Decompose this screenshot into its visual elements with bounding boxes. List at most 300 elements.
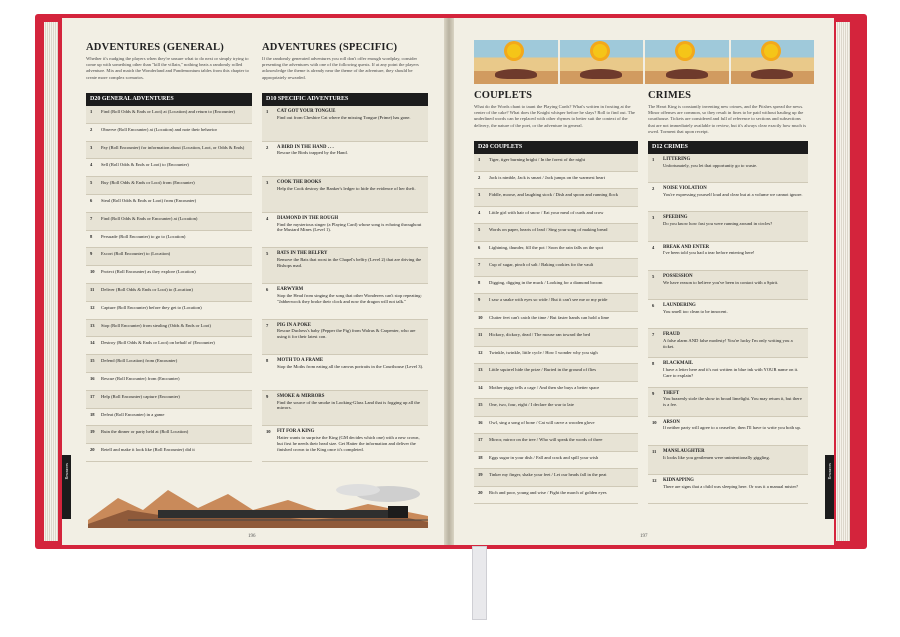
row-title: BLACKMAIL (663, 361, 694, 367)
table-row (86, 159, 252, 177)
table-row (474, 189, 638, 207)
row-number: 7 (652, 332, 655, 338)
row-text: Deliver (Roll Odds & Ends or Loot) to (Location) (101, 286, 193, 292)
row-content (101, 234, 248, 240)
table-row (648, 300, 808, 329)
table-row (648, 388, 808, 417)
row-text: Retell and make it look like (Roll Encounter) did it (101, 447, 195, 453)
illustration-panel (474, 40, 558, 84)
row-number: 6 (478, 244, 481, 250)
row-number: 5 (90, 180, 93, 186)
table-row (474, 224, 638, 242)
couplets-section (474, 90, 638, 504)
table-row (474, 277, 638, 295)
row-text: You're expressing yourself loud and clear but at a volume we cannot ignore. (663, 191, 803, 197)
row-content (489, 350, 634, 356)
row-text: Defeat (Roll Encounter) in a game (101, 411, 165, 417)
row-content (101, 180, 248, 186)
row-content (663, 449, 804, 461)
row-title: SPEEDING (663, 215, 688, 221)
row-text: Rescue the Birds trapped by the Hand. (277, 150, 348, 156)
row-content (489, 175, 634, 181)
specific-adventures-table (262, 106, 428, 462)
table-row (86, 195, 252, 213)
table-row (474, 172, 638, 190)
row-number: 11 (90, 286, 95, 292)
section-title: ADVENTURES (GENERAL) (86, 42, 224, 53)
row-text: Protect (Roll Encounter) as they explore (Location) (101, 269, 196, 275)
row-text: Destroy (Roll Odds & Ends or Loot) on behalf of (Encounter) (101, 340, 215, 346)
row-number: 18 (478, 454, 483, 460)
table-row (648, 154, 808, 183)
section-title: CRIMES (648, 90, 692, 101)
row-title: MOTH TO A FRAME (277, 358, 324, 364)
row-content (489, 245, 634, 251)
row-content (101, 376, 248, 382)
row-text: Find out from Cheshire Cat where the missing Tongue (Prime) has gone. (277, 114, 411, 120)
row-text: Owl, sing a song of bone / Cat will carve a wooden glove (489, 419, 595, 425)
row-content (663, 332, 804, 349)
row-content (489, 420, 634, 426)
row-content (101, 145, 248, 151)
row-number: 4 (266, 215, 269, 221)
row-content (489, 367, 634, 373)
row-text: Eggs sugar in your dish / Fall and crack and spill your wish (489, 454, 599, 460)
row-number: 1 (652, 157, 655, 162)
table-row (86, 142, 252, 160)
table-row (262, 142, 428, 178)
sun-icon (678, 44, 692, 58)
table-row (474, 154, 638, 172)
row-number: 19 (90, 429, 95, 435)
table-row (86, 355, 252, 373)
table-row (474, 347, 638, 365)
row-content (101, 216, 248, 222)
row-number: 2 (652, 186, 655, 192)
row-title: PIG IN A POKE (277, 322, 311, 328)
page-number: 197 (640, 534, 648, 539)
row-text: Find the source of the smoke in Looking-Glass Land that is fogging up all the mirrors. (277, 399, 420, 411)
row-number: 3 (266, 180, 269, 186)
row-text: Words on paper, hearts of lead / Sing your song of making bread (489, 227, 608, 232)
row-text: Find the mysterious singer (a Playing Card) whose song is echoing throughout the Mustard Mines (Level 1). (277, 221, 422, 233)
resources-tab-label: Resources (64, 463, 69, 480)
crab-icon (751, 69, 793, 79)
row-content (277, 216, 424, 233)
row-text: Observe (Roll Encounter) at (Location) and note their behavior (101, 126, 218, 132)
row-number: 16 (478, 419, 483, 425)
row-title: THEFT (663, 390, 680, 396)
row-number: 1 (478, 157, 481, 162)
table-row (648, 446, 808, 475)
row-number: 9 (652, 390, 655, 396)
row-text: Digging, digging in the muck / Looking for a diamond broom (489, 279, 603, 285)
row-title: ARSON (663, 419, 680, 425)
crimes-table (648, 154, 808, 504)
table-row (262, 320, 428, 356)
row-content (277, 429, 424, 452)
table-row (474, 207, 638, 225)
row-content (489, 157, 634, 163)
table-row (262, 355, 428, 391)
row-content (277, 287, 424, 304)
row-number: 10 (266, 429, 271, 435)
table-row (474, 452, 638, 470)
row-text: Stop the Head from singing the song that other Wonderers can't stop repeating: "Jabberwock they broke their clock and now the dragon will not talk." (277, 292, 422, 304)
row-title: DIAMOND IN THE ROUGH (277, 215, 339, 221)
row-number: 20 (478, 489, 483, 495)
row-number: 10 (90, 269, 95, 275)
row-text: Help the Cook destroy the Banker's ledger to hide the evidence of her theft. (277, 185, 416, 191)
row-text: Rich and poor, young and wise / Fight the march of golden eyes (489, 489, 607, 495)
row-number: 3 (652, 215, 655, 221)
row-text: We have reason to believe you've been in contact with a Spirit. (663, 279, 779, 285)
table-row (86, 177, 252, 195)
table-row (86, 248, 252, 266)
row-text: You smell too clean to be innocent. (663, 308, 728, 314)
table-row (474, 242, 638, 260)
row-content (101, 162, 248, 168)
table-row (86, 444, 252, 462)
row-number: 2 (478, 174, 481, 180)
row-text: I have a letter here and it's not written in blue ink with YOUR name on it. Care to explain? (663, 367, 799, 378)
row-content (277, 358, 424, 370)
table-row (648, 417, 808, 446)
illustration-panel (645, 40, 729, 84)
table-row (86, 231, 252, 249)
row-title: KIDNAPPING (663, 478, 694, 484)
row-text: Stop the Moths from eating all the canvas portraits in the Courthouse (Level 3). (277, 363, 424, 369)
section-intro: Whether it's nudging the players when they're unsure what to do next or simply trying to come up with something other than "kill the villain," nothing beats a randomly rolled adventure. Mix and match the Wonderland and Pandemonium tables from this chapter to create more complex scenarios. (86, 56, 249, 80)
row-content (101, 287, 248, 293)
row-content (489, 315, 634, 321)
row-text: Pay (Roll Encounter) for information about (Location, Loot, or Odds & Ends) (101, 144, 245, 150)
row-content (663, 391, 804, 408)
row-title: LITTERING (663, 157, 691, 162)
row-number: 10 (652, 419, 657, 425)
table-row (262, 177, 428, 213)
crab-icon (666, 69, 708, 79)
sun-icon (593, 44, 607, 58)
row-text: Mirror, mirror on the tree / Who will speak the words of three (489, 437, 603, 442)
row-content (489, 472, 634, 478)
table-row (86, 373, 252, 391)
row-text: Escort (Roll Encounter) to (Location) (101, 251, 171, 257)
row-number: 13 (478, 367, 483, 372)
row-content (101, 340, 248, 346)
table-row (648, 329, 808, 358)
row-number: 7 (478, 262, 481, 267)
row-text: Twinkle, twinkle, little cycle / How I wonder why you sigh (489, 349, 598, 355)
crab-icon (495, 69, 537, 79)
row-number: 19 (478, 472, 483, 477)
row-content (489, 280, 634, 286)
row-content (101, 269, 248, 275)
couplets-table (474, 154, 638, 504)
section-intro: If the randomly generated adventures you roll don't offer enough wordplay, consider presenting the adventures with one of the following quests. If at any point the players acknowledge the theme is already near the theme of the adventure, they should be appropriately rewarded. (262, 56, 419, 80)
row-number: 4 (652, 244, 655, 250)
row-text: Mother piggy tells a cage / And then she buys a better space (489, 384, 600, 390)
table-row (474, 434, 638, 452)
table-row (86, 213, 252, 231)
row-number: 1 (266, 109, 269, 114)
adventures-general-section (86, 42, 252, 462)
table-row (86, 409, 252, 427)
row-content (101, 198, 248, 204)
row-content (663, 420, 804, 432)
row-content (663, 274, 804, 286)
row-text: Tiger, tiger burning bright / In the forest of the night (489, 157, 585, 162)
row-text: A false alarm AND false modesty! You're lucky I'm only writing you a ticket. (663, 337, 793, 349)
row-content (489, 402, 634, 408)
row-number: 11 (478, 332, 483, 337)
row-number: 15 (90, 358, 95, 364)
left-page (62, 18, 444, 545)
row-content (489, 385, 634, 391)
row-number: 4 (90, 162, 93, 168)
table-row (86, 106, 252, 124)
table-header: D10 SPECIFIC ADVENTURES (262, 93, 428, 106)
row-text: There are signs that a child was sleeping here. Or was it a manual mister? (663, 483, 799, 489)
row-number: 7 (266, 322, 269, 328)
row-number: 4 (478, 209, 481, 215)
row-content (101, 109, 248, 115)
row-title: A BIRD IN THE HAND . . . (277, 144, 334, 150)
row-title: COOK THE BOOKS (277, 180, 322, 186)
row-text: Find (Roll Odds & Ends or Encounter) at (Location) (101, 215, 198, 221)
adventures-specific-section (262, 42, 428, 462)
table-row (86, 337, 252, 355)
row-number: 8 (90, 233, 93, 239)
row-content (663, 303, 804, 315)
row-content (663, 157, 804, 169)
row-content (277, 109, 424, 121)
row-number: 6 (652, 302, 655, 308)
row-text: Ruin the dinner or party held at (Roll Location) (101, 429, 189, 435)
row-title: MANSLAUGHTER (663, 448, 705, 454)
train-landscape-illustration (88, 480, 428, 528)
sun-icon (764, 44, 778, 58)
row-number: 3 (90, 144, 93, 150)
row-content (489, 455, 634, 461)
row-number: 15 (478, 402, 483, 407)
row-text: Sell (Roll Odds & Ends or Loot) to (Encounter) (101, 162, 189, 168)
table-row (262, 248, 428, 284)
bookmark-ribbon[interactable] (472, 546, 487, 620)
row-text: Hickory, dickory, dead / The mouse ran toward the bed (489, 332, 590, 337)
table-header: D12 CRIMES (648, 141, 808, 154)
row-number: 14 (90, 340, 95, 346)
row-number: 8 (478, 279, 481, 285)
row-number: 12 (478, 349, 483, 355)
row-text: It looks like you gentlemen were unintentionally giggling. (663, 454, 770, 460)
row-text: Help (Roll Encounter) capture (Encounter) (101, 393, 180, 399)
row-text: Find (Roll Odds & Ends or Loot) at (Location) and return to (Encounter) (101, 109, 235, 114)
general-adventures-table (86, 106, 252, 462)
illustration-panel (560, 40, 644, 84)
row-number: 10 (478, 314, 483, 320)
row-number: 17 (90, 393, 95, 399)
row-text: Do you know how fast you were running around in circles? (663, 221, 773, 227)
row-text: Fiddle, moose, and laughing stock / Dish and spoon and running flock (489, 192, 618, 197)
section-title: COUPLETS (474, 90, 533, 101)
row-number: 5 (478, 227, 481, 232)
sun-icon (507, 44, 521, 58)
row-number: 2 (90, 126, 93, 132)
table-header: D20 GENERAL ADVENTURES (86, 93, 252, 106)
table-row (86, 391, 252, 409)
row-text: Capture (Roll Encounter) before they get to (Location) (101, 304, 202, 310)
row-content (277, 145, 424, 157)
row-content (663, 478, 804, 490)
row-number: 16 (90, 375, 95, 381)
table-row (648, 242, 808, 271)
row-number: 14 (478, 384, 483, 390)
row-text: One, two, four, eight / I declare the war to late (489, 402, 574, 407)
row-content (101, 429, 248, 435)
row-number: 8 (266, 358, 269, 364)
table-row (648, 475, 808, 504)
row-content (101, 412, 248, 418)
table-row (86, 302, 252, 320)
row-content (489, 227, 634, 233)
row-number: 9 (478, 297, 481, 302)
row-content (101, 251, 248, 257)
row-content (489, 262, 634, 268)
table-row (262, 213, 428, 249)
crab-banner-illustration (474, 40, 814, 84)
right-page-edges (836, 22, 850, 541)
row-content (489, 297, 634, 303)
row-text: Cup of sugar, pinch of salt / Baking cookies for the vault (489, 262, 594, 267)
table-row (474, 259, 638, 277)
row-content (489, 332, 634, 338)
row-number: 7 (90, 215, 93, 221)
row-number: 6 (90, 197, 93, 203)
table-row (262, 106, 428, 142)
row-text: I've been told you had a tear before entering here! (663, 250, 755, 256)
row-content (101, 127, 248, 133)
table-row (262, 391, 428, 427)
row-number: 12 (90, 304, 95, 310)
row-text: If neither party will agree to a ceasefire, then I'll have to write you both up. (663, 425, 801, 431)
table-row (474, 382, 638, 400)
crab-icon (580, 69, 622, 79)
table-row (648, 358, 808, 387)
row-title: CAT GOT YOUR TONGUE (277, 109, 336, 114)
row-content (489, 210, 634, 216)
row-text: Jack is nimble, Jack is smart / Jack jumps on the warmest heart (489, 174, 605, 180)
row-content (101, 323, 248, 329)
row-content (663, 215, 804, 227)
table-row (648, 212, 808, 241)
row-title: BREAK AND ENTER (663, 244, 710, 250)
row-title: FRAUD (663, 332, 680, 338)
section-intro: What do the Words chant to taunt the Playing Cards? What's written in frosting at the center of the cake? What does the Knight whisper before he slays? Roll to find out. The underlined words can be replaced with other rhymes to better suit the context of the delivery, the nature of the poet, or the adventure in general. (474, 104, 635, 128)
table-row (648, 183, 808, 212)
row-content (101, 358, 248, 364)
row-title: SMOKE & MIRRORS (277, 393, 325, 399)
row-number: 2 (266, 144, 269, 150)
table-row (86, 426, 252, 444)
row-number: 9 (90, 251, 93, 257)
row-content (277, 251, 424, 268)
row-number: 20 (90, 447, 95, 453)
row-text: Hatter wants to surprise the King (GM decides which one) with a new crown, but first he needs their head size. Get Hatter the information and deliver the finished crown to the King once it's completed. (277, 435, 420, 452)
table-row (474, 312, 638, 330)
row-title: POSSESSION (663, 273, 693, 279)
table-row (474, 417, 638, 435)
row-content (663, 361, 804, 378)
row-text: Lightning, thunder, fill the pot / Soon the rain falls on the spot (489, 244, 604, 250)
table-row (648, 271, 808, 300)
row-title: EARWYRM (277, 286, 304, 292)
row-content (101, 394, 248, 400)
book-gutter (444, 18, 454, 545)
row-title: FIT FOR A KING (277, 429, 315, 435)
illustration-panel (731, 40, 815, 84)
row-number: 1 (90, 109, 93, 114)
row-number: 12 (652, 478, 657, 484)
table-row (474, 487, 638, 505)
row-text: Clutter feet can't catch the time / But faster hands can hold a lime (489, 314, 610, 320)
row-text: Little squirrel hide the prize / Buried in the ground of flies (489, 367, 597, 372)
row-title: BATS IN THE BELFRY (277, 251, 328, 257)
row-number: 18 (90, 411, 95, 417)
row-number: 11 (652, 448, 657, 454)
row-number: 13 (90, 322, 95, 328)
row-content (663, 245, 804, 257)
table-row (474, 469, 638, 487)
right-page (454, 18, 834, 545)
table-row (262, 284, 428, 320)
row-content (663, 186, 804, 198)
row-number: 9 (266, 393, 269, 399)
row-text: Stop (Roll Encounter) from stealing (Odds & Ends or Loot) (101, 322, 211, 328)
row-text: Rescue (Roll Encounter) from (Encounter) (101, 375, 180, 381)
row-text: Unfortunately, you let that opportunity go to waste. (663, 162, 758, 168)
row-title: LAUNDERING (663, 302, 696, 308)
table-row (86, 320, 252, 338)
row-content (101, 447, 248, 453)
section-intro: The Heart King is constantly inventing new crimes, and the Pitshes spread the news. Minor offenses are common, so they result in fines to be paid without hauling up the courthouse. Tickets are considered and full of reference to sections and subsections that are not immediately available to review, but it's always clear exactly how much is owed. Torment that upon receipt. (648, 104, 807, 134)
row-text: I saw a snake with eyes so wide / But it can't see me or my pride (489, 297, 608, 302)
row-number: 17 (478, 437, 483, 442)
left-page-edges (44, 22, 58, 541)
row-text: Remove the Bats that roost in the Chapel's belfry (Level 2) that are driving the Bishops mad. (277, 257, 422, 268)
resources-tab-label: Resources (827, 463, 832, 480)
row-number: 5 (652, 273, 655, 279)
table-row (474, 329, 638, 347)
row-number: 3 (478, 192, 481, 197)
row-number: 8 (652, 361, 655, 367)
row-number: 6 (266, 286, 269, 292)
table-row (262, 426, 428, 462)
row-text: Little girl with hair of snow / Eat your meal of curds and crow (489, 209, 604, 215)
row-text: Steal (Roll Odds & Ends or Loot) from (Encounter) (101, 197, 197, 203)
row-title: NOISE VIOLATION (663, 186, 707, 192)
row-content (277, 394, 424, 411)
row-content (101, 305, 248, 311)
page-number: 196 (248, 534, 256, 539)
table-header: D20 COUPLETS (474, 141, 638, 154)
table-row (86, 124, 252, 142)
row-content (489, 437, 634, 443)
row-text: Rescue Duchess's baby (Pepper the Pig) from Walrus & Carpenter, who are using it for their latest con. (277, 328, 416, 340)
table-row (474, 294, 638, 312)
table-row (474, 399, 638, 417)
row-number: 5 (266, 251, 269, 257)
